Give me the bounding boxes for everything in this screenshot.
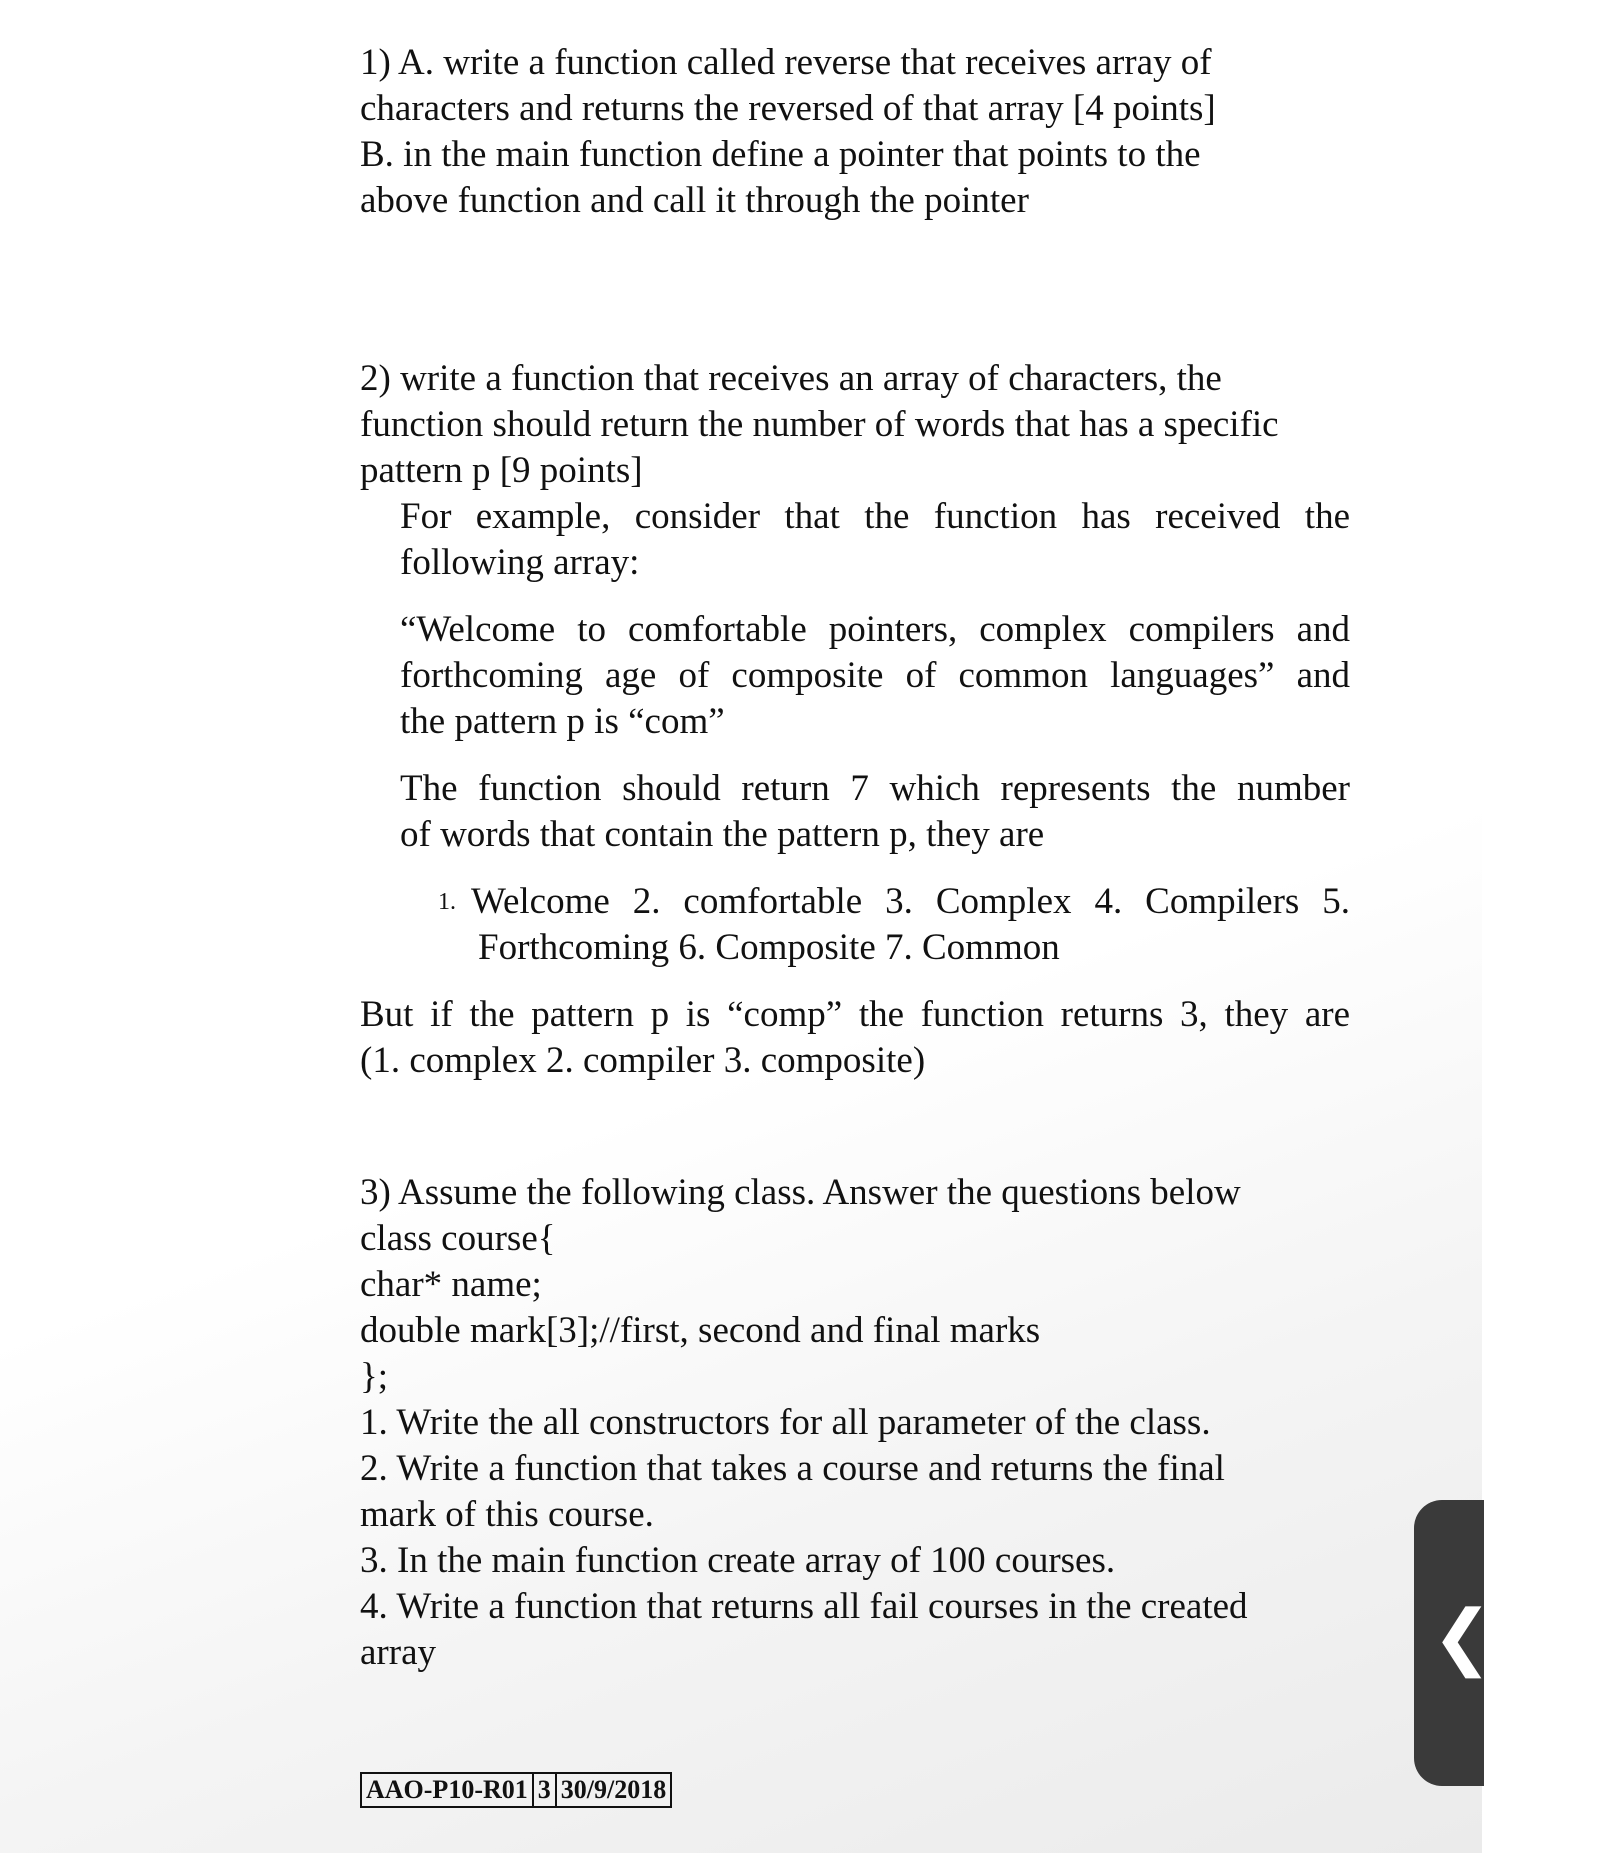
q2-quote-line-3: the pattern p is “com” [400,701,725,742]
q2-but-line-1: But if the pattern p is “comp” the function returns 3, they are [360,994,1350,1035]
q2-quote-line-2: forthcoming age of composite of common languages” and [400,655,1350,696]
q3-line-8: mark of this course. [360,1494,654,1535]
q2-return-line-2: of words that contain the pattern p, they are [400,814,1045,855]
q3-line-3: char* name; [360,1264,542,1305]
q2-list-line-2: Forthcoming 6. Composite 7. Common [478,927,1060,968]
footer-doc-code: AAO-P10-R01 [362,1774,534,1806]
q1-line-1: 1) A. write a function called reverse that receives array of [360,42,1212,83]
q3-line-9: 3. In the main function create array of 100 courses. [360,1540,1116,1581]
q2-quote [400,607,1350,745]
q3-line-4: double mark[3];//first, second and final marks [360,1310,1041,1351]
q3-line-5: }; [360,1356,389,1397]
q2-but-line-2: (1. complex 2. compiler 3. composite) [360,1040,926,1081]
q3-line-2: class course{ [360,1218,556,1259]
q1-line-4: above function and call it through the pointer [360,180,1029,221]
q2-line-3: pattern p [9 points] [360,450,643,491]
q2-example-line-2: following array: [400,542,640,583]
page-right-margin [1482,0,1611,1853]
q2-example-line-1: For example, consider that the function has received the [400,496,1350,537]
q3-line-11: array [360,1632,436,1673]
q2-quote-line-1: “Welcome to comfortable pointers, complex compilers and [400,609,1350,650]
q3-line-6: 1. Write the all constructors for all parameter of the class. [360,1402,1211,1443]
footer-revision: 3 [534,1774,557,1806]
q2-line-2: function should return the number of words that has a specific [360,404,1279,445]
q2-return [400,766,1350,858]
document-footer-code [360,1772,672,1808]
question-2 [360,356,1350,1084]
q1-line-2: characters and returns the reversed of that array [4 points] [360,88,1216,129]
footer-date: 30/9/2018 [560,1775,667,1804]
q2-return-line-1: The function should return 7 which represents the number [400,768,1350,809]
q3-line-1: 3) Assume the following class. Answer the questions below [360,1172,1241,1213]
chevron-left-icon: ❮ [1432,1594,1493,1678]
document-body [360,40,1350,1676]
side-panel-handle[interactable] [1414,1500,1493,1786]
q2-word-list [438,879,1350,971]
q2-list-line-1: Welcome 2. comfortable 3. Complex 4. Compilers 5. [471,881,1350,922]
question-1 [360,40,1350,224]
q3-line-10: 4. Write a function that returns all fail courses in the created [360,1586,1248,1627]
q2-line-1: 2) write a function that receives an array of characters, the [360,358,1222,399]
q2-list-number: 1. [438,889,456,915]
q2-example [400,494,1350,586]
q3-line-7: 2. Write a function that takes a course and returns the final [360,1448,1225,1489]
q2-but [360,992,1350,1084]
q1-line-3: B. in the main function define a pointer that points to the [360,134,1201,175]
question-3 [360,1170,1350,1676]
